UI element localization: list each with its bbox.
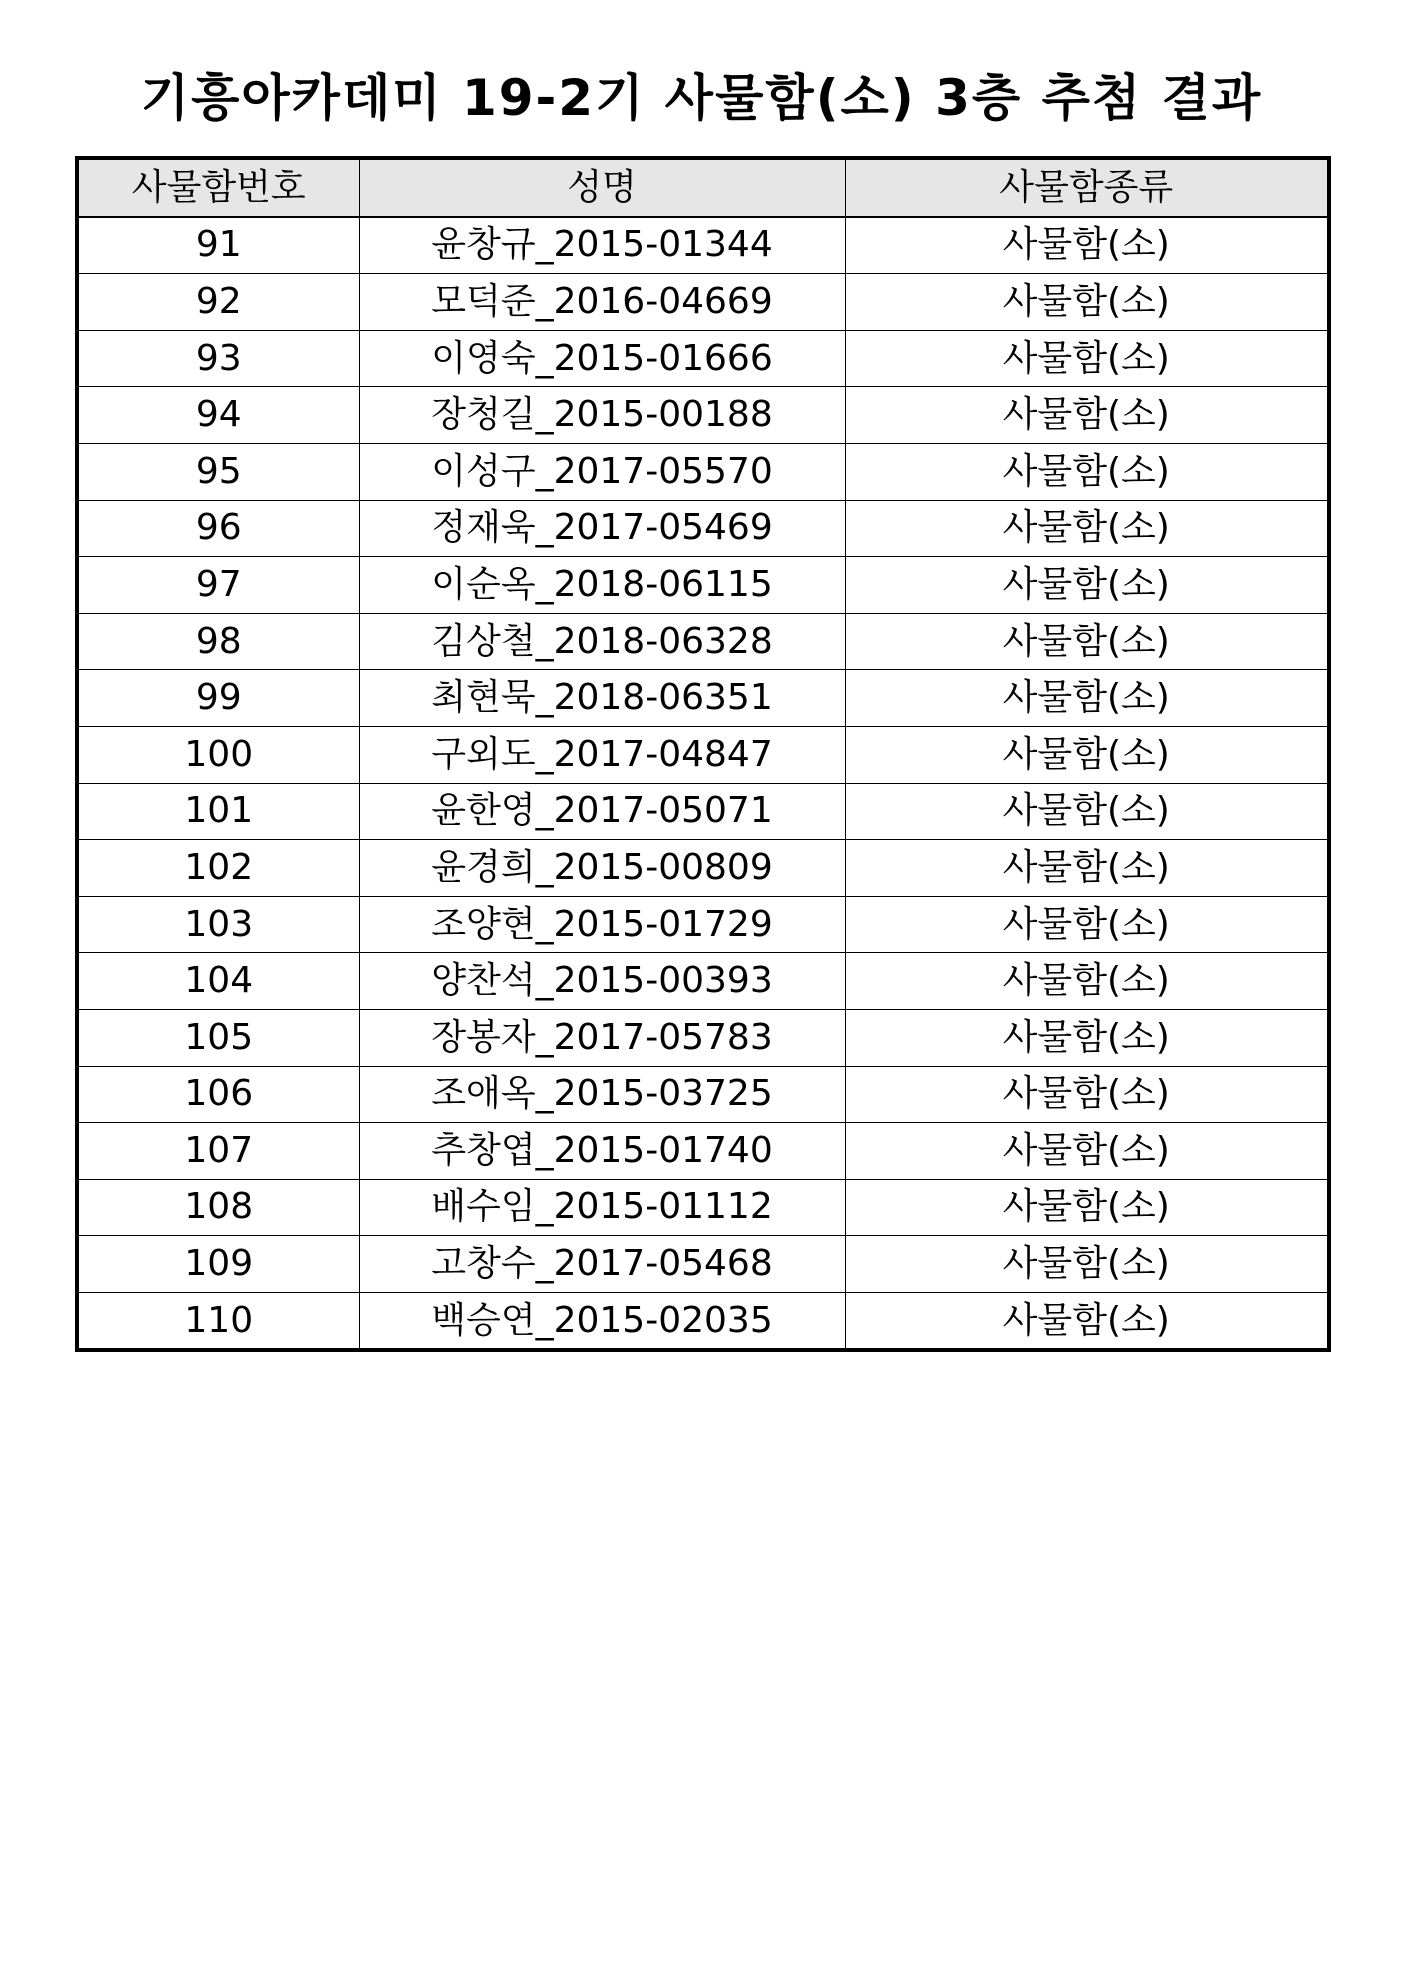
table-row [77,274,1329,331]
cell-name: 양찬석_2015-00393 [359,953,845,1010]
cell-name: 김상철_2018-06328 [359,613,845,670]
cell-locker-type: 사물함(소) [845,1236,1329,1293]
cell-name: 백승연_2015-02035 [359,1292,845,1350]
cell-name: 추창엽_2015-01740 [359,1123,845,1180]
cell-locker-type: 사물함(소) [845,1009,1329,1066]
cell-name: 모덕준_2016-04669 [359,274,845,331]
cell-name: 최현묵_2018-06351 [359,670,845,727]
cell-locker-type: 사물함(소) [845,840,1329,897]
table-row [77,1292,1329,1350]
locker-result-table [75,156,1331,1352]
cell-name: 구외도_2017-04847 [359,726,845,783]
table-row [77,670,1329,727]
cell-locker-number: 106 [77,1066,359,1123]
cell-locker-number: 107 [77,1123,359,1180]
cell-locker-number: 92 [77,274,359,331]
cell-locker-type: 사물함(소) [845,1179,1329,1236]
cell-name: 고창수_2017-05468 [359,1236,845,1293]
cell-locker-type: 사물함(소) [845,953,1329,1010]
table-row [77,783,1329,840]
cell-locker-number: 95 [77,443,359,500]
cell-name: 윤경희_2015-00809 [359,840,845,897]
page-title: 기흥아카데미 19-2기 사물함(소) 3층 추첨 결과 [140,69,1263,127]
cell-locker-type: 사물함(소) [845,896,1329,953]
cell-locker-type: 사물함(소) [845,443,1329,500]
cell-name: 이영숙_2015-01666 [359,330,845,387]
cell-locker-type: 사물함(소) [845,557,1329,614]
header-name: 성명 [359,158,845,217]
cell-locker-type: 사물함(소) [845,274,1329,331]
table-row [77,840,1329,897]
cell-locker-number: 97 [77,557,359,614]
cell-locker-number: 102 [77,840,359,897]
cell-locker-number: 96 [77,500,359,557]
cell-locker-number: 101 [77,783,359,840]
cell-name: 장봉자_2017-05783 [359,1009,845,1066]
header-locker-type: 사물함종류 [845,158,1329,217]
cell-locker-type: 사물함(소) [845,217,1329,274]
cell-locker-type: 사물함(소) [845,1066,1329,1123]
cell-locker-type: 사물함(소) [845,500,1329,557]
cell-name: 장청길_2015-00188 [359,387,845,444]
cell-locker-number: 105 [77,1009,359,1066]
cell-locker-type: 사물함(소) [845,387,1329,444]
table-row [77,1009,1329,1066]
table-row [77,613,1329,670]
table-row [77,330,1329,387]
cell-name: 배수임_2015-01112 [359,1179,845,1236]
header-locker-number: 사물함번호 [77,158,359,217]
cell-name: 정재욱_2017-05469 [359,500,845,557]
cell-locker-number: 100 [77,726,359,783]
cell-locker-number: 110 [77,1292,359,1350]
cell-locker-number: 93 [77,330,359,387]
cell-name: 윤한영_2017-05071 [359,783,845,840]
cell-locker-type: 사물함(소) [845,670,1329,727]
table-body [77,217,1329,1351]
cell-locker-type: 사물함(소) [845,330,1329,387]
cell-locker-type: 사물함(소) [845,726,1329,783]
table-row [77,726,1329,783]
cell-locker-number: 94 [77,387,359,444]
table-row [77,953,1329,1010]
table-row [77,500,1329,557]
cell-locker-type: 사물함(소) [845,613,1329,670]
table-row [77,557,1329,614]
cell-locker-number: 91 [77,217,359,274]
table-row [77,1179,1329,1236]
table-row [77,1123,1329,1180]
table-row [77,1066,1329,1123]
cell-locker-type: 사물함(소) [845,1292,1329,1350]
table-row [77,896,1329,953]
table-header [77,158,1329,217]
cell-locker-type: 사물함(소) [845,1123,1329,1180]
table-row [77,443,1329,500]
cell-locker-number: 104 [77,953,359,1010]
cell-locker-type: 사물함(소) [845,783,1329,840]
cell-locker-number: 108 [77,1179,359,1236]
cell-name: 조애옥_2015-03725 [359,1066,845,1123]
cell-locker-number: 109 [77,1236,359,1293]
cell-name: 윤창규_2015-01344 [359,217,845,274]
cell-name: 조양현_2015-01729 [359,896,845,953]
cell-locker-number: 99 [77,670,359,727]
table-row [77,217,1329,274]
header-row [77,158,1329,217]
cell-name: 이성구_2017-05570 [359,443,845,500]
table-row [77,1236,1329,1293]
cell-locker-number: 98 [77,613,359,670]
cell-locker-number: 103 [77,896,359,953]
table-row [77,387,1329,444]
cell-name: 이순옥_2018-06115 [359,557,845,614]
